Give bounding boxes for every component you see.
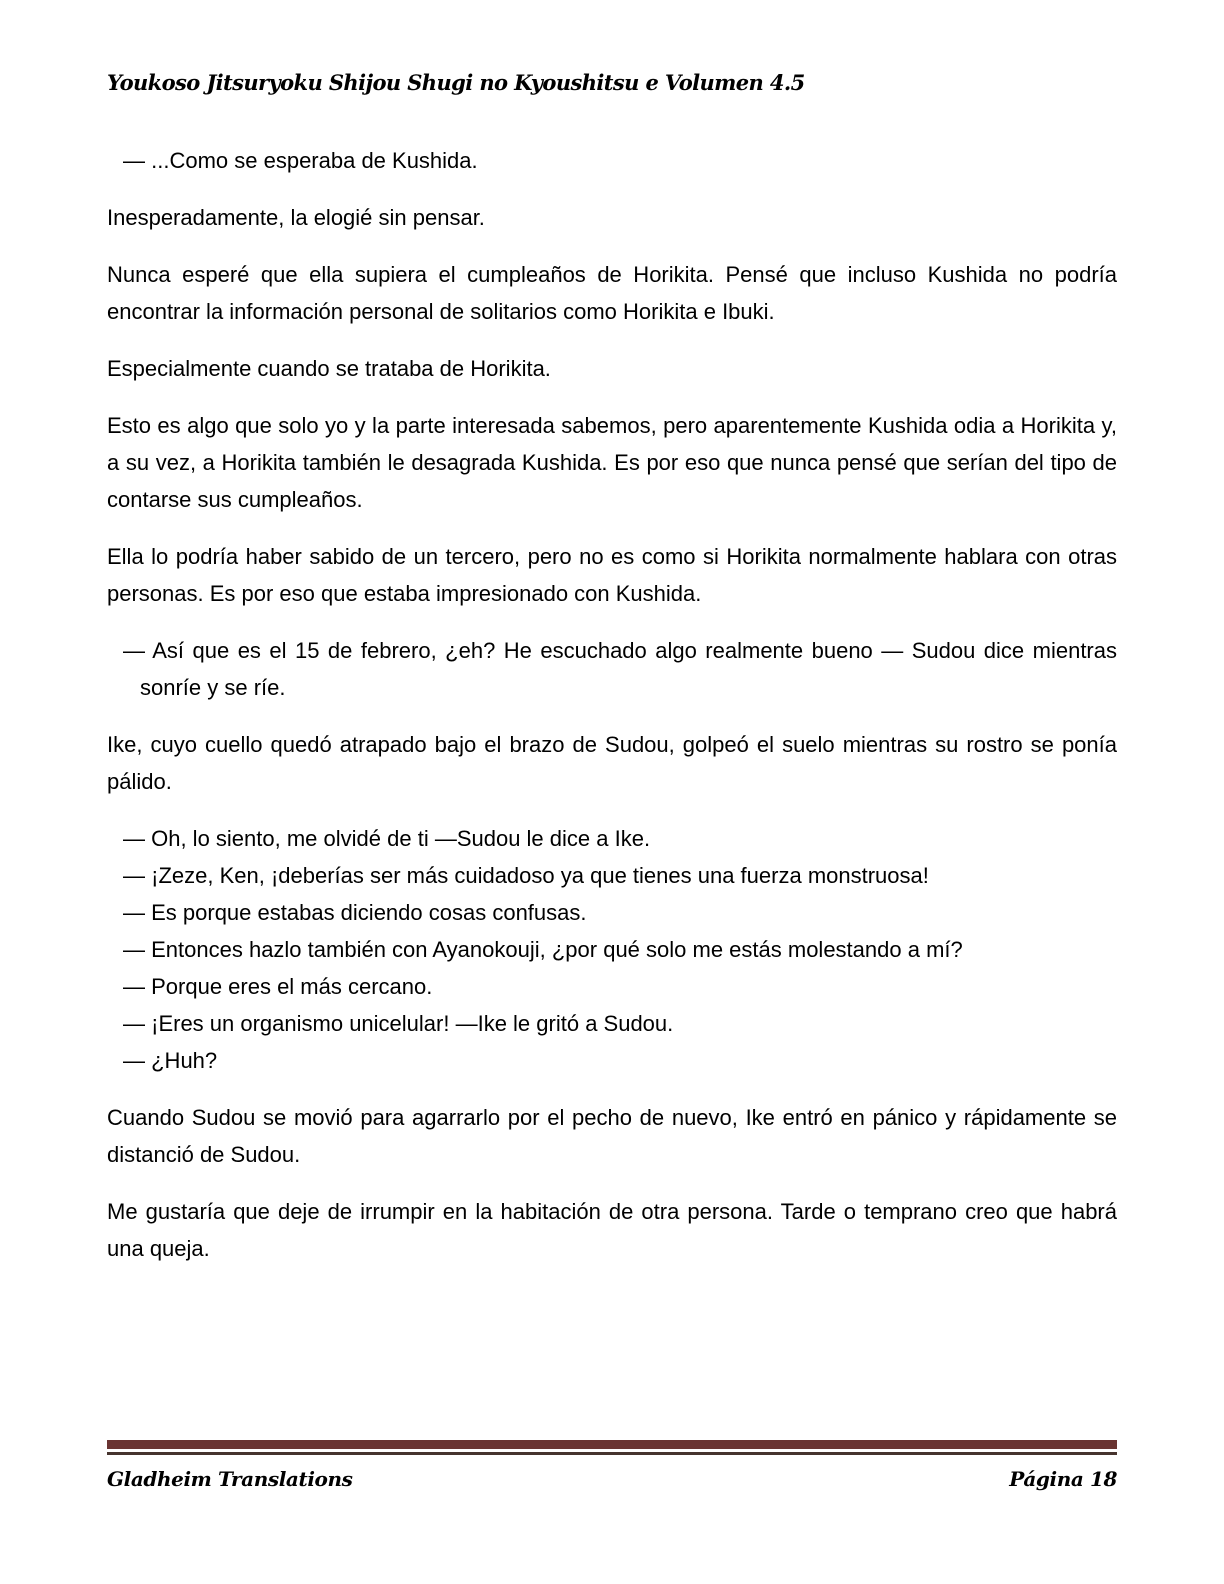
page-header: [107, 70, 1117, 95]
dialogue-line: — ¡Zeze, Ken, ¡deberías ser más cuidadoso ya que tienes una fuerza monstruosa!: [123, 863, 929, 888]
paragraph: Ella lo podría haber sabido de un tercero, pero no es como si Horikita normalmente hablara con otras personas. Es por eso que estaba impresionado con Kushida.: [107, 544, 1117, 606]
page-footer: [107, 1440, 1117, 1491]
footer-rule-thick: [107, 1440, 1117, 1449]
dialogue-line: — Oh, lo siento, me olvidé de ti —Sudou le dice a Ike.: [123, 826, 651, 851]
paragraph: Cuando Sudou se movió para agarrarlo por el pecho de nuevo, Ike entró en pánico y rápidamente se distanció de Sudou.: [107, 1105, 1117, 1167]
dialogue-line: — Entonces hazlo también con Ayanokouji, ¿por qué solo me estás molestando a mí?: [123, 937, 963, 962]
paragraph: Nunca esperé que ella supiera el cumpleaños de Horikita. Pensé que incluso Kushida no podría encontrar la información personal de solitarios como Horikita e Ibuki.: [107, 262, 1117, 324]
paragraph: Me gustaría que deje de irrumpir en la habitación de otra persona. Tarde o temprano creo que habrá una queja.: [107, 1199, 1117, 1261]
footer-rule-thin: [107, 1452, 1117, 1455]
footer-translator-credit: Gladheim Translations: [107, 1467, 353, 1491]
dialogue-line: — Porque eres el más cercano.: [123, 974, 433, 999]
paragraph: Especialmente cuando se trataba de Horikita.: [107, 356, 551, 381]
dialogue-line: — Así que es el 15 de febrero, ¿eh? He escuchado algo realmente bueno — Sudou dice mientras sonríe y se ríe.: [123, 638, 1117, 700]
dialogue-line: — ...Como se esperaba de Kushida.: [123, 148, 478, 173]
paragraph: Esto es algo que solo yo y la parte interesada sabemos, pero aparentemente Kushida odia a Horikita y, a su vez, a Horikita también le desagrada Kushida. Es por eso que nunca pensé que serían del tipo de contarse sus cumpleaños.: [107, 413, 1117, 512]
footer-page-number: Página 18: [1009, 1467, 1117, 1491]
dialogue-line: — Es porque estabas diciendo cosas confusas.: [123, 900, 587, 925]
dialogue-line: — ¡Eres un organismo unicelular! —Ike le gritó a Sudou.: [123, 1011, 674, 1036]
dialogue-group: [107, 820, 1117, 1079]
footer-text-row: [107, 1467, 1117, 1491]
page-title: Youkoso Jitsuryoku Shijou Shugi no Kyoushitsu e Volumen 4.5: [107, 70, 805, 95]
paragraph: Ike, cuyo cuello quedó atrapado bajo el brazo de Sudou, golpeó el suelo mientras su rostro se ponía pálido.: [107, 732, 1117, 794]
paragraph: Inesperadamente, la elogié sin pensar.: [107, 205, 485, 230]
document-body: [107, 142, 1117, 1287]
dialogue-line: — ¿Huh?: [123, 1048, 218, 1073]
